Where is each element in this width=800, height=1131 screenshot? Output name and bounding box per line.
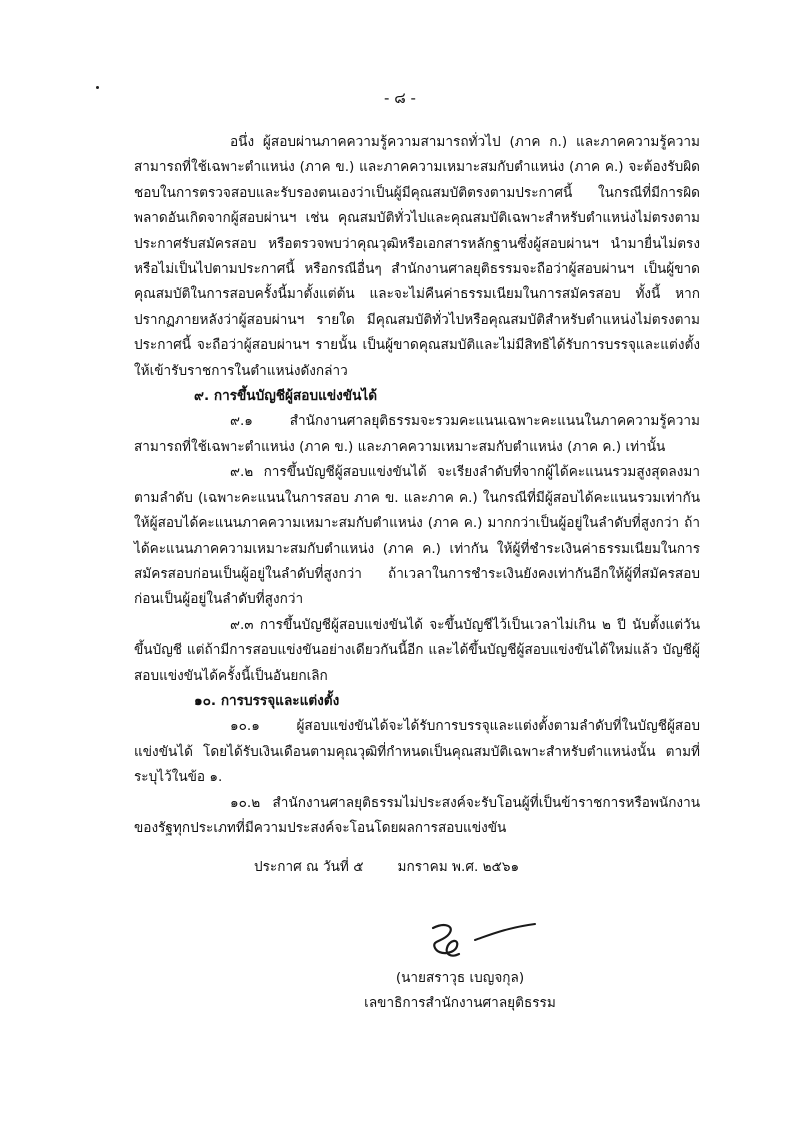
announcement-date <box>134 855 700 880</box>
page-number: - ๘ - <box>384 89 416 107</box>
announcement-month-year: มกราคม พ.ศ. ๒๕๖๑ <box>397 859 520 876</box>
signatory-name: (นายสราวุธ เบญจกุล) <box>395 970 525 986</box>
announcement-prefix: ประกาศ ณ วันที่ <box>254 859 349 876</box>
section-9-3: ๙.๓ การขึ้นบัญชีผู้สอบแข่งขันได้ จะขึ้นบัญชีไว้เป็นเวลาไม่เกิน ๒ ปี นับตั้งแต่วันขึ้นบัญชี แต่ถ้ามีการสอบแข่งขันอย่างเดียวกันนี้อีก และได้ขึ้นบัญชีผู้สอบแข่งขันได้ใหม่แล้ว บัญชีผู้สอบแข่งขันได้ครั้งนี้เป็นอันยกเลิก <box>134 616 700 684</box>
section-10-2: ๑๐.๒ สำนักงานศาลยุติธรรมไม่ประสงค์จะรับโอนผู้ที่เป็นข้าราชการหรือพนักงานของรัฐทุกประเภทที่มีความประสงค์จะโอนโดยผลการสอบแข่งขัน <box>134 794 700 836</box>
announcement-day: ๕ <box>353 859 364 876</box>
section-9-heading: ๙. การขึ้นบัญชีผู้สอบแข่งขันได้ <box>194 388 378 405</box>
section-9-1: ๙.๑ สำนักงานศาลยุติธรรมจะรวมคะแนนเฉพาะคะแนนในภาคความรู้ความสามารถที่ใช้เฉพาะตำแหน่ง (ภาค ข.) และภาคความเหมาะสมกับตำแหน่ง (ภาค ค.) เท่านั้น <box>134 413 700 455</box>
section-10-1: ๑๐.๑ ผู้สอบแข่งขันได้จะได้รับการบรรจุและแต่งตั้งตามลำดับที่ในบัญชีผู้สอบแข่งขันได้ โดยได้รับเงินเดือนตามคุณวุฒิที่กำหนดเป็นคุณสมบัติเฉพาะสำหรับตำแหน่งนั้น ตามที่ระบุไว้ในข้อ ๑. <box>134 718 700 786</box>
signatory-position: เลขาธิการสำนักงานศาลยุติธรรม <box>364 995 556 1011</box>
intro-paragraph: อนึ่ง ผู้สอบผ่านภาคความรู้ความสามารถทั่วไป (ภาค ก.) และภาคความรู้ความสามารถที่ใช้เฉพาะตำแหน่ง (ภาค ข.) และภาคความเหมาะสมกับตำแหน่ง (ภาค ค.) จะต้องรับผิดชอบในการตรวจสอบและรับรองตนเองว่าเป็นผู้มีคุณสมบัติตรงตามประกาศนี้ ในกรณีที่มีการผิดพลาดอันเกิดจากผู้สอบผ่านฯ เช่น คุณสมบัติทั่วไปและคุณสมบัติเฉพาะสำหรับตำแหน่งไม่ตรงตามประกาศรับสมัครสอบ หรือตรวจพบว่าคุณวุฒิหรือเอกสารหลักฐานซึ่งผู้สอบผ่านฯ นำมายื่นไม่ตรง หรือไม่เป็นไปตามประกาศนี้ หรือกรณีอื่นๆ สำนักงานศาลยุติธรรมจะถือว่าผู้สอบผ่านฯ เป็นผู้ขาดคุณสมบัติในการสอบครั้งนี้มาตั้งแต่ต้น และจะไม่คืนค่าธรรมเนียมในการสมัครสอบ ทั้งนี้ หากปรากฏภายหลังว่าผู้สอบผ่านฯ รายใด มีคุณสมบัติทั่วไปหรือคุณสมบัติสำหรับตำแหน่งไม่ตรงตามประกาศนี้ จะถือว่าผู้สอบผ่านฯ รายนั้น เป็นผู้ขาดคุณสมบัติและไม่มีสิทธิได้รับการบรรจุและแต่งตั้งให้เข้ารับราชการในตำแหน่งดังกล่าว <box>134 134 700 379</box>
section-10-heading: ๑๐. การบรรจุและแต่งตั้ง <box>194 692 340 709</box>
signature-image <box>425 918 545 964</box>
document-body <box>134 130 700 881</box>
section-9-2: ๙.๒ การขึ้นบัญชีผู้สอบแข่งขันได้ จะเรียงลำดับที่จากผู้ได้คะแนนรวมสูงสุดลงมาตามลำดับ (เฉพาะคะแนนในการสอบ ภาค ข. และภาค ค.) ในกรณีที่มีผู้สอบได้คะแนนรวมเท่ากันให้ผู้สอบได้คะแนนภาคความเหมาะสมกับตำแหน่ง (ภาค ค.) มากกว่าเป็นผู้อยู่ในลำดับที่สูงกว่า ถ้าได้คะแนนภาคความเหมาะสมกับตำแหน่ง (ภาค ค.) เท่ากัน ให้ผู้ที่ชำระเงินค่าธรรมเนียมในการสมัครสอบก่อนเป็นผู้อยู่ในลำดับที่สูงกว่า ถ้าเวลาในการชำระเงินยังคงเท่ากันอีกให้ผู้ที่สมัครสอบก่อนเป็นผู้อยู่ในลำดับที่สูงกว่า <box>134 464 700 608</box>
